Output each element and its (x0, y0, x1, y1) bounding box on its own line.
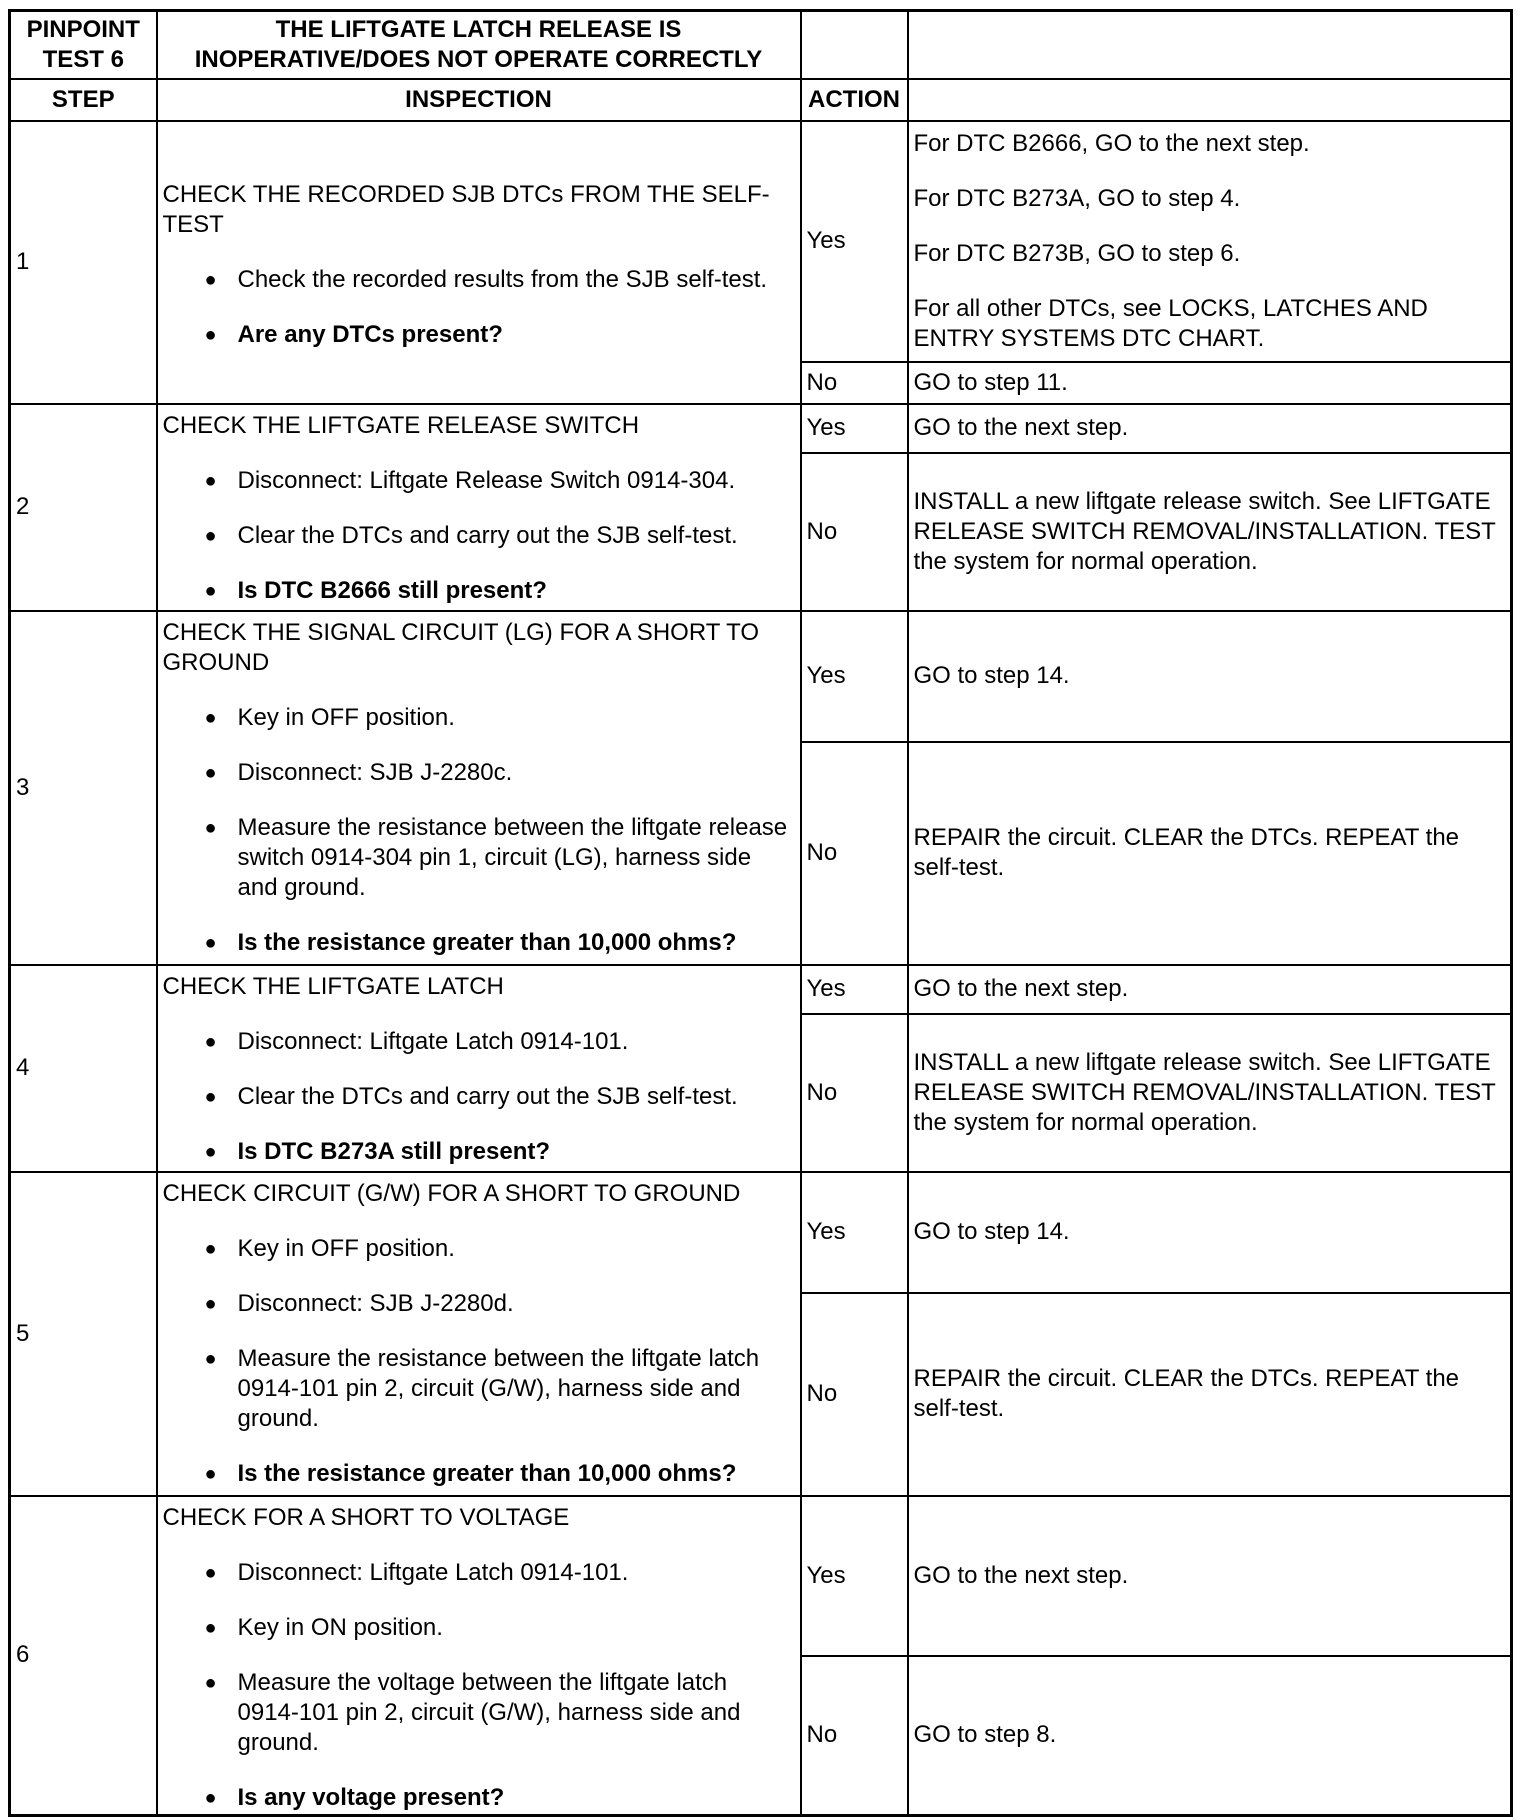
answer-yes: Yes (801, 965, 908, 1014)
inspection-bullet-list (163, 265, 795, 350)
inspection-bullet: ● Measure the resistance between the liftgate release switch 0914-304 pin 1, circuit (LG), harness side and ground. (163, 813, 795, 903)
inspection-title: CHECK FOR A SHORT TO VOLTAGE (162, 1503, 570, 1531)
action-line: For all other DTCs, see LOCKS, LATCHES AND ENTRY SYSTEMS DTC CHART. (913, 294, 1428, 352)
answer-yes: Yes (801, 404, 908, 453)
inspection-cell (157, 121, 801, 404)
inspection-bullet: ● Measure the resistance between the liftgate latch 0914-101 pin 2, circuit (G/W), harness side and ground. (163, 1344, 795, 1434)
action-no (908, 1293, 1512, 1496)
inspection-cell (157, 404, 801, 611)
action-line: GO to step 8. (913, 1721, 1057, 1749)
inspection-bullet: ● Key in OFF position. (163, 1234, 795, 1264)
inspection-title: CHECK THE LIFTGATE RELEASE SWITCH (162, 411, 640, 439)
action-line: GO to step 14. (913, 1218, 1070, 1245)
step-number: 3 (10, 611, 157, 965)
action-no (908, 362, 1512, 404)
inspection-cell (157, 611, 801, 965)
answer-no: No (801, 1656, 908, 1816)
inspection-bullet: ● Clear the DTCs and carry out the SJB self-test. (163, 1082, 795, 1112)
action-line: GO to the next step. (913, 414, 1129, 441)
column-header-row (10, 79, 1512, 121)
step-number: 2 (10, 404, 157, 611)
inspection-title: CHECK THE LIFTGATE LATCH (162, 972, 504, 1000)
inspection-bullet-list (163, 466, 795, 606)
header-empty-cell (801, 11, 908, 79)
inspection-bullet: ● Disconnect: Liftgate Latch 0914-101. (163, 1027, 795, 1057)
inspection-question: ● Is DTC B273A still present? (163, 1137, 795, 1167)
column-header-action: ACTION (801, 79, 908, 121)
action-yes (908, 611, 1512, 742)
inspection-question: ● Is DTC B2666 still present? (163, 576, 795, 606)
table-header-row (10, 11, 1512, 79)
action-line: For DTC B273B, GO to step 6. (913, 239, 1241, 267)
header-empty-cell (908, 11, 1512, 79)
table-row (10, 404, 1512, 453)
answer-yes: Yes (801, 611, 908, 742)
answer-no: No (801, 1014, 908, 1172)
inspection-bullet-list (163, 1027, 795, 1167)
inspection-bullet: ● Clear the DTCs and carry out the SJB self-test. (163, 521, 795, 551)
action-no (908, 742, 1512, 965)
inspection-bullet: ● Disconnect: Liftgate Release Switch 0914-304. (163, 466, 795, 496)
inspection-cell (157, 1496, 801, 1816)
inspection-question: ● Is the resistance greater than 10,000 ohms? (163, 1459, 795, 1489)
inspection-bullet-list (163, 703, 795, 958)
inspection-cell (157, 965, 801, 1172)
pinpoint-test-table (8, 9, 1513, 1817)
inspection-bullet: ● Check the recorded results from the SJB self-test. (163, 265, 795, 295)
column-header-inspection: INSPECTION (157, 79, 801, 121)
action-line: REPAIR the circuit. CLEAR the DTCs. REPEAT the self-test. (913, 824, 1460, 881)
answer-no: No (801, 1293, 908, 1496)
table-row (10, 965, 1512, 1014)
inspection-cell (157, 1172, 801, 1496)
answer-no: No (801, 362, 908, 404)
inspection-bullet: ● Disconnect: SJB J-2280c. (163, 758, 795, 788)
action-line: For DTC B2666, GO to the next step. (913, 129, 1310, 157)
inspection-bullet: ● Disconnect: SJB J-2280d. (163, 1289, 795, 1319)
column-header-empty (908, 79, 1512, 121)
action-yes (908, 121, 1512, 362)
inspection-bullet: ● Key in ON position. (163, 1613, 795, 1643)
table-row (10, 1172, 1512, 1293)
step-number: 6 (10, 1496, 157, 1816)
action-yes (908, 404, 1512, 453)
action-line: GO to step 14. (913, 662, 1070, 689)
step-number: 5 (10, 1172, 157, 1496)
action-no (908, 1656, 1512, 1816)
action-line: INSTALL a new liftgate release switch. See LIFTGATE RELEASE SWITCH REMOVAL/INSTALLATION. TEST the system for normal operation. (913, 1048, 1496, 1136)
inspection-title: CHECK THE RECORDED SJB DTCs FROM THE SELF-TEST (162, 181, 770, 238)
pinpoint-line1: PINPOINT (26, 15, 140, 43)
action-no (908, 1014, 1512, 1172)
answer-yes: Yes (801, 1496, 908, 1656)
action-yes (908, 1496, 1512, 1656)
action-line: INSTALL a new liftgate release switch. See LIFTGATE RELEASE SWITCH REMOVAL/INSTALLATION. TEST the system for normal operation. (913, 487, 1496, 575)
answer-no: No (801, 453, 908, 611)
table-row (10, 121, 1512, 362)
inspection-bullet-list (163, 1558, 795, 1813)
test-title (157, 11, 801, 79)
column-header-step: STEP (10, 79, 157, 121)
inspection-title: CHECK CIRCUIT (G/W) FOR A SHORT TO GROUND (162, 1179, 741, 1207)
action-line: GO to the next step. (913, 1561, 1129, 1589)
inspection-bullet-list (163, 1234, 795, 1489)
inspection-question: ● Is any voltage present? (163, 1783, 795, 1813)
answer-yes: Yes (801, 121, 908, 362)
inspection-bullet: ● Disconnect: Liftgate Latch 0914-101. (163, 1558, 795, 1588)
test-title-line1: THE LIFTGATE LATCH RELEASE IS (275, 15, 682, 43)
pinpoint-test-label (10, 11, 157, 79)
table-row (10, 1496, 1512, 1656)
step-number: 4 (10, 965, 157, 1172)
inspection-title: CHECK THE SIGNAL CIRCUIT (LG) FOR A SHORT TO GROUND (162, 618, 760, 676)
action-line: REPAIR the circuit. CLEAR the DTCs. REPEAT the self-test. (913, 1365, 1460, 1422)
pinpoint-line2: TEST 6 (42, 45, 124, 73)
answer-yes: Yes (801, 1172, 908, 1293)
action-line: GO to the next step. (913, 975, 1129, 1002)
table-row (10, 611, 1512, 742)
inspection-question: ● Is the resistance greater than 10,000 ohms? (163, 928, 795, 958)
step-number: 1 (10, 121, 157, 404)
action-no (908, 453, 1512, 611)
action-line: GO to step 11. (913, 368, 1068, 396)
action-yes (908, 1172, 1512, 1293)
test-title-line2: INOPERATIVE/DOES NOT OPERATE CORRECTLY (194, 45, 763, 73)
action-line: For DTC B273A, GO to step 4. (913, 184, 1241, 212)
answer-no: No (801, 742, 908, 965)
action-yes (908, 965, 1512, 1014)
inspection-bullet: ● Measure the voltage between the liftgate latch 0914-101 pin 2, circuit (G/W), harness side and ground. (163, 1668, 795, 1758)
inspection-question: ● Are any DTCs present? (163, 320, 795, 350)
inspection-bullet: ● Key in OFF position. (163, 703, 795, 733)
